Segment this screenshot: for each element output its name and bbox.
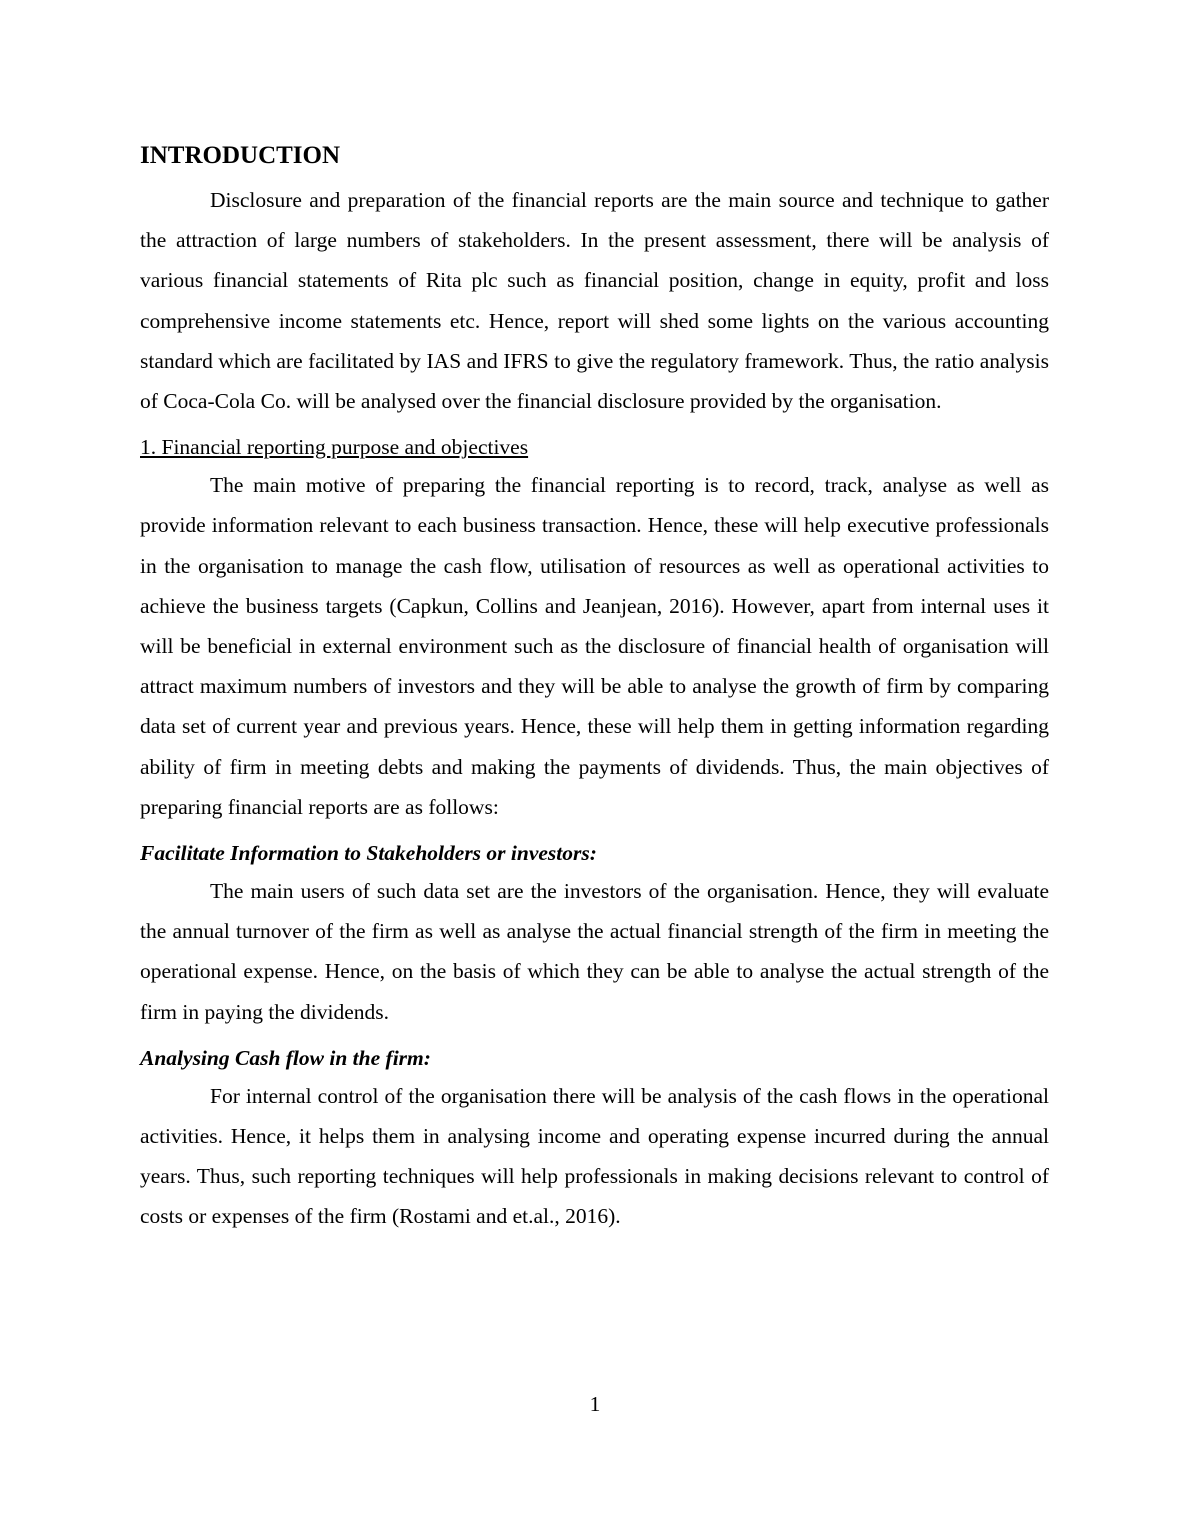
page-number: 1 (589, 1392, 601, 1416)
paragraph-facilitate-information: The main users of such data set are the investors of the organisation. Hence, they will evaluate the annual turnover of the firm as well as analyse the actual financial strength of the firm in meeting the operational expense. Hence, on the basis of which they can be able to analyse the actual strength of the firm in paying the dividends. (140, 879, 1049, 1024)
subheading-analysing-cash-flow: Analysing Cash flow in the firm: (140, 1045, 431, 1070)
section-paragraph-financial-reporting: The main motive of preparing the financial reporting is to record, track, analyse as well as provide information relevant to each business transaction. Hence, these will help executive professionals in the organisation to manage the cash flow, utilisation of resources as well as operational activities to achieve the business targets (Capkun, Collins and Jeanjean, 2016). However, apart from internal uses it will be beneficial in external environment such as the disclosure of financial health of organisation will attract maximum numbers of investors and they will be able to analyse the growth of firm by comparing data set of current year and previous years. Hence, these will help them in getting information regarding ability of firm in meeting debts and making the payments of dividends. Thus, the main objectives of preparing financial reports are as follows: (140, 473, 1049, 819)
page-title: INTRODUCTION (140, 142, 341, 169)
subheading-facilitate-information: Facilitate Information to Stakeholders or investors: (140, 841, 597, 866)
page-body (140, 138, 1049, 1237)
section-heading-financial-reporting: 1. Financial reporting purpose and objectives (140, 435, 529, 460)
intro-paragraph: Disclosure and preparation of the financial reports are the main source and technique to gather the attraction of large numbers of stakeholders. In the present assessment, there will be analysis of various financial statements of Rita plc such as financial position, change in equity, profit and loss comprehensive income statements etc. Hence, report will shed some lights on the various accounting standard which are facilitated by IAS and IFRS to give the regulatory framework. Thus, the ratio analysis of Coca-Cola Co. will be analysed over the financial disclosure provided by the organisation. (140, 188, 1049, 414)
paragraph-analysing-cash-flow: For internal control of the organisation there will be analysis of the cash flows in the operational activities. Hence, it helps them in analysing income and operating expense incurred during the annual years. Thus, such reporting techniques will help professionals in making decisions relevant to control of costs or expenses of the firm (Rostami and et.al., 2016). (140, 1083, 1049, 1229)
